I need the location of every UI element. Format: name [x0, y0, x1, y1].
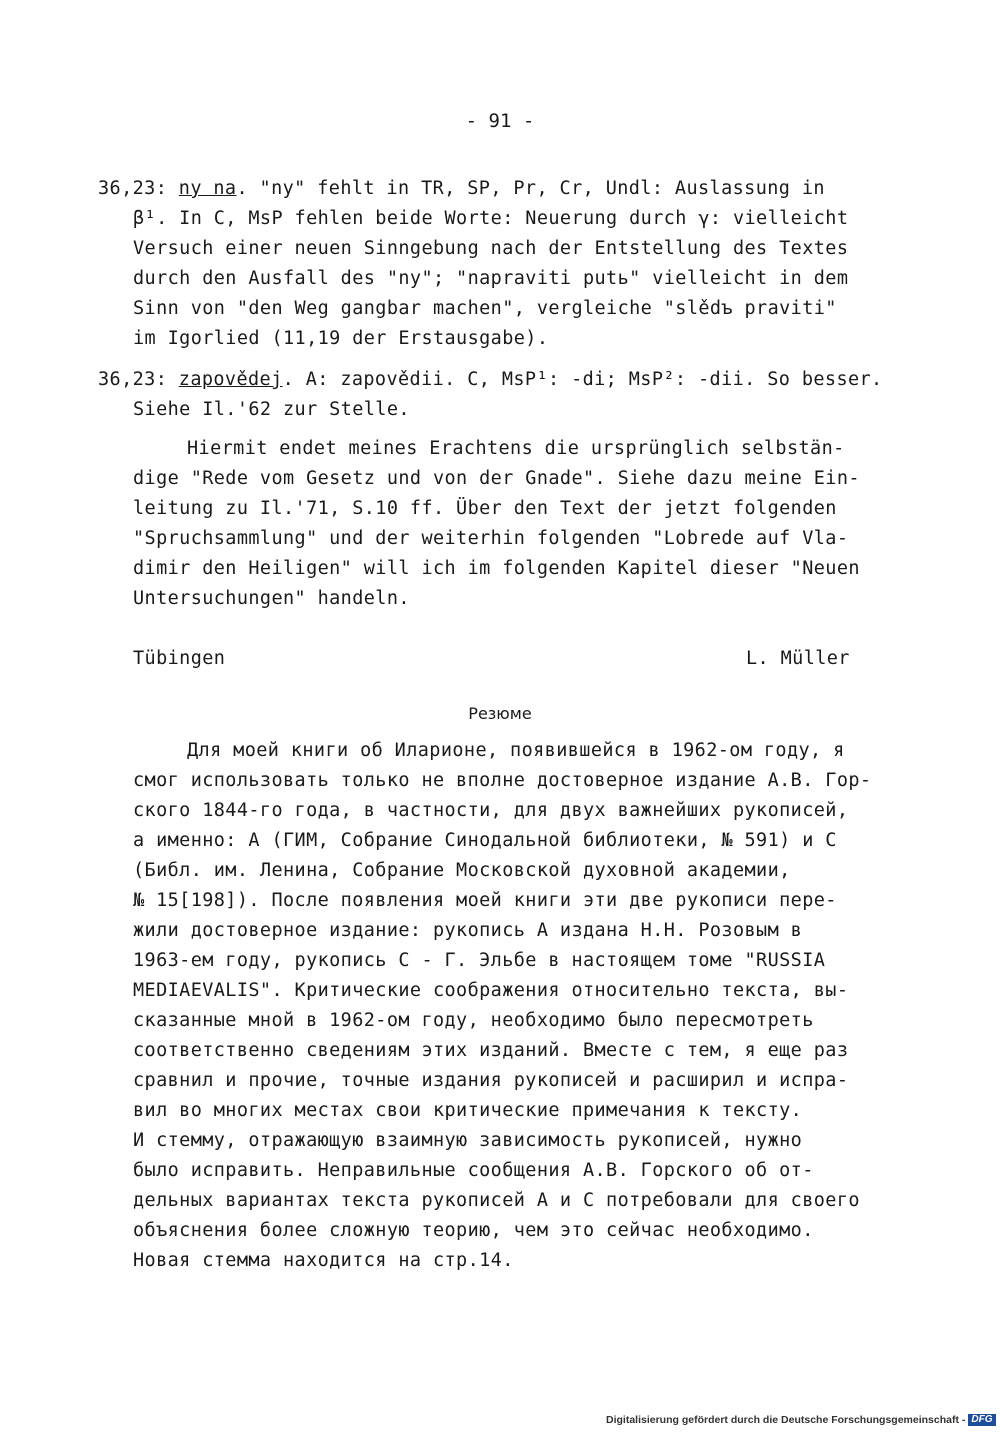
- note-1-first-line: [98, 178, 825, 200]
- summary-line-13: И стемму, отражающую взаимную зависимость рукописей, нужно: [133, 1130, 803, 1151]
- summary-line-7: 1963-ем году, рукопись С - Г. Эльбе в настоящем томе "RUSSIA: [133, 950, 826, 971]
- note-1-line-2: Versuch einer neuen Sinngebung nach der Entstellung des Textes: [133, 238, 849, 259]
- paragraph-line-4: dimir den Heiligen" will ich im folgenden Kapitel dieser "Neuen: [133, 558, 860, 579]
- summary-line-0: Для моей книги об Иларионе, появившейся в 1962-ом году, я: [187, 740, 845, 761]
- summary-line-10: соответственно сведениям этих изданий. Вместе с тем, я еще раз: [133, 1040, 849, 1061]
- note-2-term: zapovědej: [178, 369, 283, 390]
- note-1-line-0: . "ny" fehlt in TR, SP, Pr, Cr, Undl: Auslassung in: [236, 178, 825, 199]
- summary-line-17: Новая стемма находится на стр.14.: [133, 1250, 514, 1271]
- paragraph-line-2: leitung zu Il.'71, S.10 ff. Über den Text der jetzt folgenden: [133, 498, 837, 519]
- footer-text: Digitalisierung gefördert durch die Deutsche Forschungsgemeinschaft -: [606, 1414, 966, 1426]
- summary-line-2: ского 1844-го года, в частности, для двух важнейших рукописей,: [133, 800, 849, 821]
- summary-line-15: дельных вариантах текста рукописей А и С потребовали для своего: [133, 1190, 860, 1211]
- note-1-line-1: β¹. In C, MsP fehlen beide Worte: Neuerung durch γ: vielleicht: [133, 208, 849, 229]
- note-1-ref: 36,23:: [98, 178, 168, 199]
- note-2-line-1: Siehe Il.'62 zur Stelle.: [133, 399, 410, 420]
- note-2-line-0: . A: zapovědii. C, MsP¹: -di; MsP²: -dii. So besser.: [282, 369, 883, 390]
- author: L. Müller: [746, 648, 850, 669]
- summary-line-4: (Библ. им. Ленина, Собрание Московской духовной академии,: [133, 860, 791, 881]
- summary-line-1: смог использовать только не вполне достоверное издание А.В. Гор-: [133, 770, 872, 791]
- note-2-first-line: [98, 369, 883, 391]
- summary-line-6: жили достоверное издание: рукопись А издана Н.Н. Розовым в: [133, 920, 803, 941]
- paragraph-line-0: Hiermit endet meines Erachtens die ursprünglich selbstän-: [187, 438, 845, 459]
- note-2-ref: 36,23:: [98, 369, 168, 390]
- note-1-line-5: im Igorlied (11,19 der Erstausgabe).: [133, 328, 549, 349]
- paragraph-line-1: dige "Rede vom Gesetz und von der Gnade". Siehe dazu meine Ein-: [133, 468, 860, 489]
- summary-line-16: объяснения более сложную теорию, чем это сейчас необходимо.: [133, 1220, 814, 1241]
- summary-line-9: сказанные мной в 1962-ом году, необходимо было пересмотреть: [133, 1010, 814, 1031]
- note-1-line-4: Sinn von "den Weg gangbar machen", vergleiche "slědъ praviti": [133, 298, 837, 319]
- summary-line-11: сравнил и прочие, точные издания рукописей и расширил и испра-: [133, 1070, 849, 1091]
- note-1-term: ny na: [178, 178, 237, 199]
- page-number: - 91 -: [465, 110, 535, 132]
- summary-line-3: а именно: А (ГИМ, Собрание Синодальной библиотеки, № 591) и С: [133, 830, 837, 851]
- note-1-line-3: durch den Ausfall des "ny"; "napraviti putь" vielleicht in dem: [133, 268, 849, 289]
- summary-line-8: MEDIAEVALIS". Критические соображения относительно текста, вы-: [133, 980, 849, 1001]
- summary-line-12: вил во многих местах свои критические примечания к тексту.: [133, 1100, 803, 1121]
- place: Tübingen: [133, 648, 226, 669]
- digitization-footer: [606, 1414, 996, 1426]
- dfg-logo: DFG: [968, 1414, 995, 1426]
- summary-heading: Резюме: [468, 704, 532, 723]
- summary-line-5: № 15[198]). После появления моей книги эти две рукописи пере-: [133, 890, 837, 911]
- paragraph-line-5: Untersuchungen" handeln.: [133, 588, 410, 609]
- paragraph-line-3: "Spruchsammlung" und der weiterhin folgenden "Lobrede auf Vla-: [133, 528, 849, 549]
- summary-line-14: было исправить. Неправильные сообщения А.В. Горского об от-: [133, 1160, 814, 1181]
